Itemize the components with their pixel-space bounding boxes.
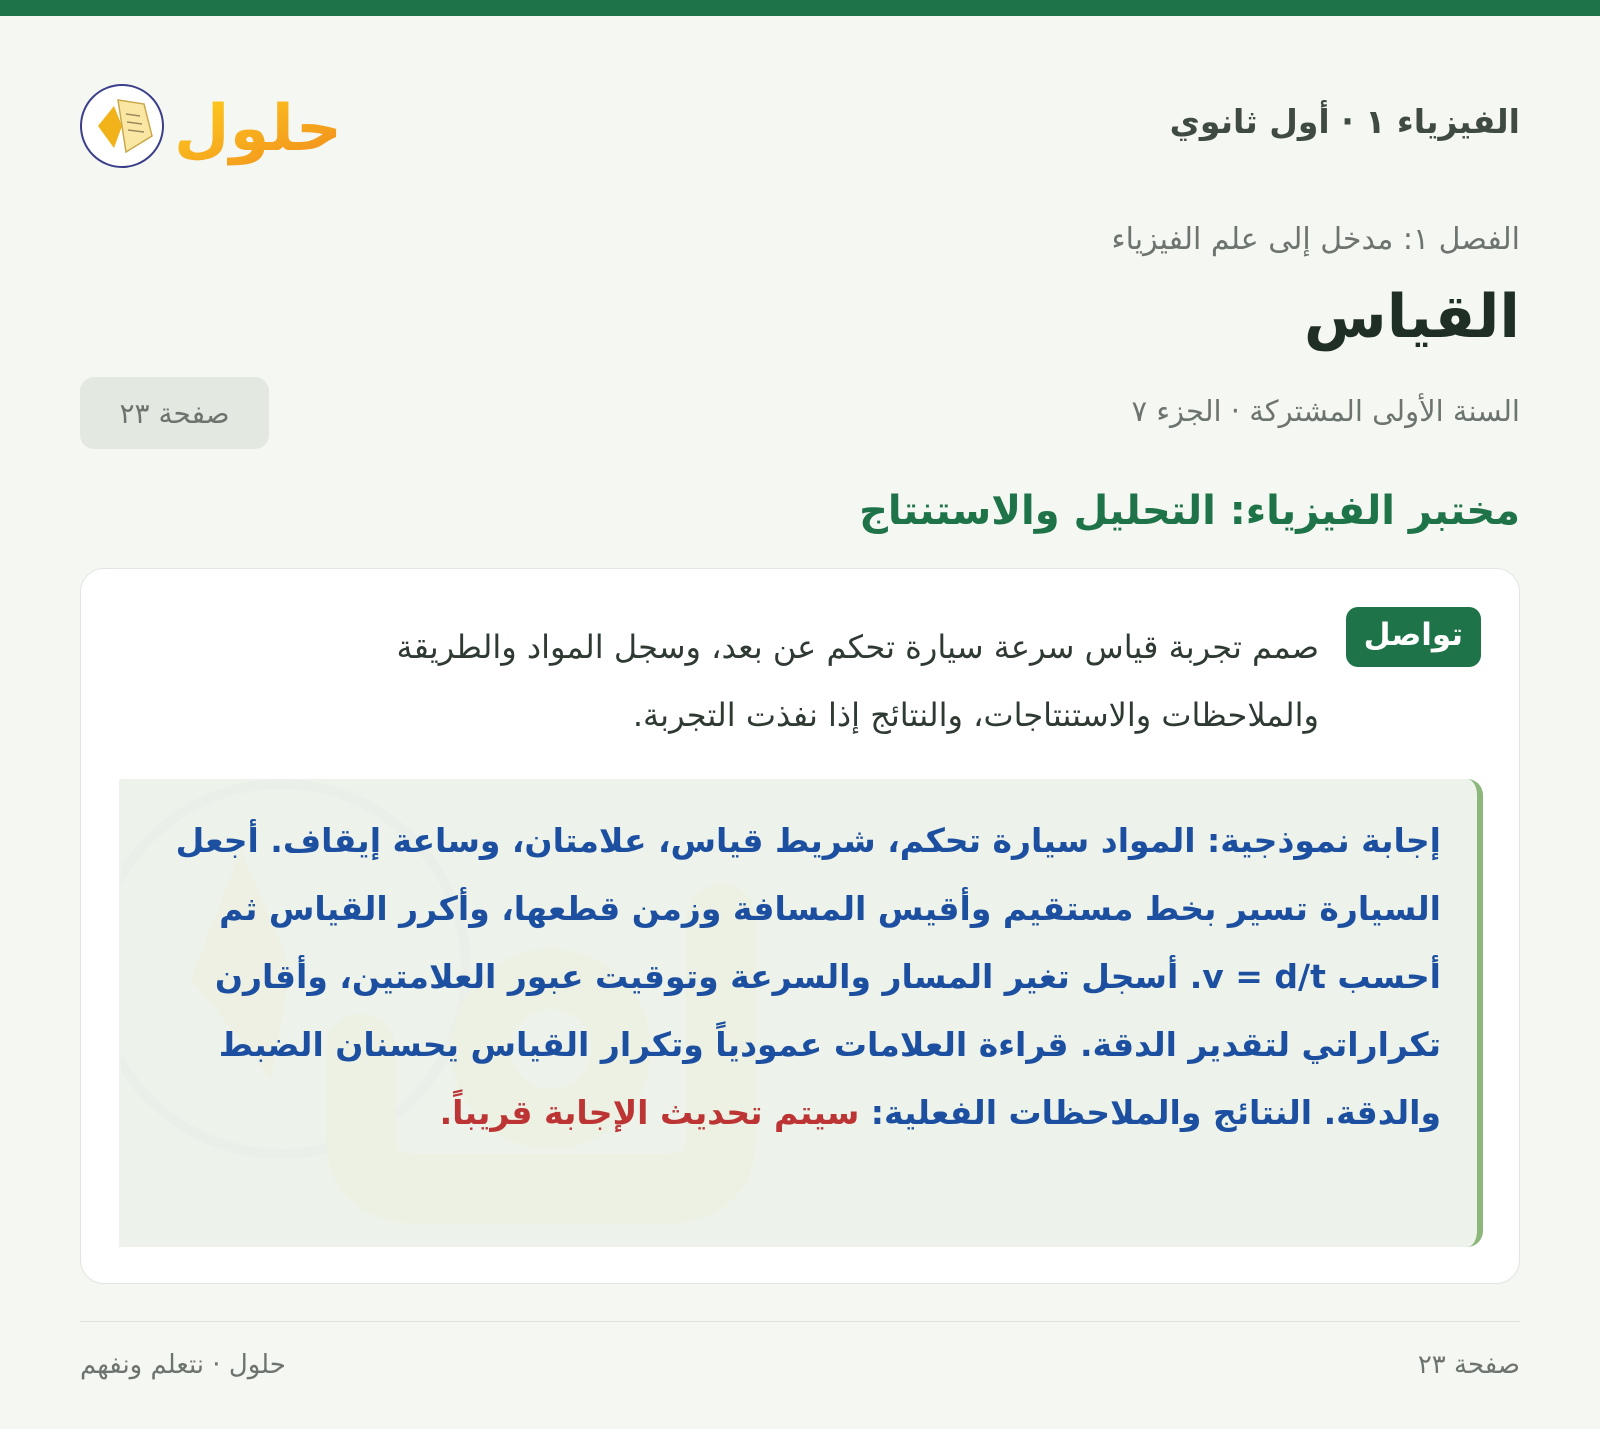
page-badge: صفحة ٢٣ — [80, 377, 269, 449]
tawasul-tag: تواصل — [1346, 607, 1481, 667]
answer-update-note: سيتم تحديث الإجابة قريباً. — [439, 1093, 860, 1132]
hulul-logo-icon — [80, 64, 360, 184]
top-accent-bar — [0, 0, 1600, 16]
chapter-line: الفصل ١: مدخل إلى علم الفيزياء — [1111, 222, 1520, 257]
svg-text:حلول: حلول — [174, 92, 342, 166]
lesson-meta: السنة الأولى المشتركة · الجزء ٧ — [1131, 394, 1520, 428]
hulul-logo[interactable] — [80, 64, 360, 184]
footer-brand: حلول · نتعلم ونفهم — [80, 1350, 286, 1380]
model-answer: إجابة نموذجية: المواد سيارة تحكم، شريط قياس، علامتان، وساعة إيقاف. أجعل السيارة تسير بخط مستقيم وأقيس المسافة وزمن قطعها، وأكرر القياس ثم أحسب v = d/t. أسجل تغير المسار والسرعة وتوقيت عبور العلامتين، وأقارن تكراراتي لتقدير الدقة. قراءة العلامات عمودياً وتكرار القياس يحسنان الضبط والدقة. النتائج والملاحظات الفعلية: — [175, 821, 1441, 1132]
question-card — [80, 568, 1520, 1284]
section-heading: مختبر الفيزياء: التحليل والاستنتاج — [859, 488, 1520, 534]
answer-text — [159, 807, 1441, 1147]
footer-page-number: صفحة ٢٣ — [1417, 1350, 1520, 1380]
lesson-title: القياس — [1303, 282, 1520, 352]
answer-box — [119, 779, 1483, 1247]
question-text: صمم تجربة قياس سرعة سيارة تحكم عن بعد، وسجل المواد والطريقة والملاحظات والاستنتاجات، والنتائج إذا نفذت التجربة. — [396, 628, 1319, 734]
footer-divider — [80, 1321, 1520, 1322]
subject-title: الفيزياء ١ · أول ثانوي — [1169, 102, 1520, 141]
page-header — [80, 64, 1520, 194]
